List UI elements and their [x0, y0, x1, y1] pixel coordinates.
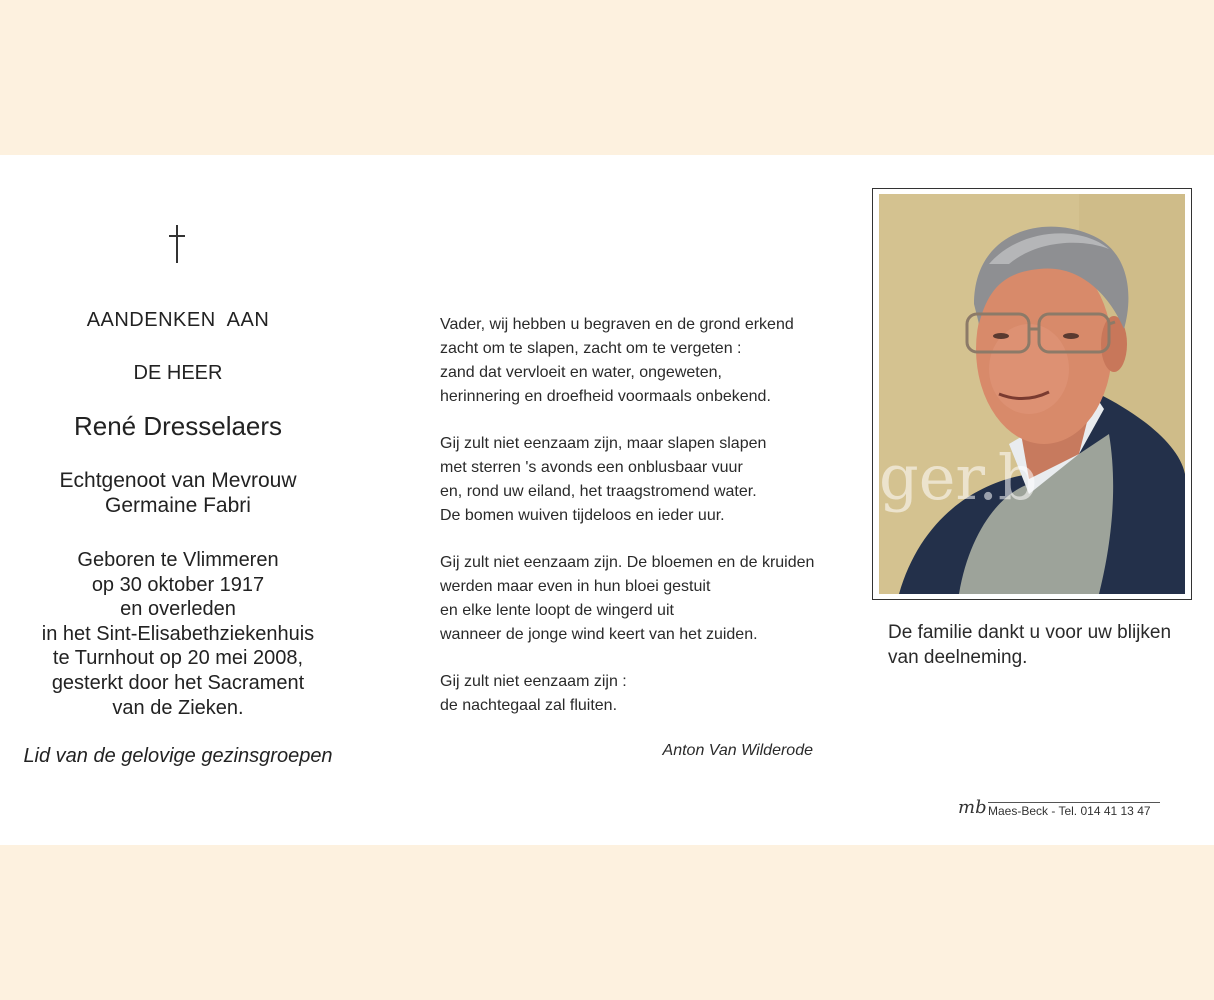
poem-line: en, rond uw eiland, het traagstromend water.: [440, 483, 757, 500]
printer-logo: mb: [958, 797, 987, 818]
spouse-line: Echtgenoot van Mevrouw: [59, 469, 297, 492]
printer-text: Maes-Beck - Tel. 014 41 13 47: [988, 804, 1151, 818]
bio-line: te Turnhout op 20 mei 2008,: [52, 647, 304, 670]
bio-line: Geboren te Vlimmeren: [77, 549, 279, 571]
spouse-name: Germaine Fabri: [105, 494, 251, 517]
biography: [0, 548, 356, 720]
poem-stanza: [440, 551, 840, 647]
poem-stanza: [440, 670, 840, 718]
bio-line: van de Zieken.: [112, 696, 244, 719]
poem-line: Gij zult niet eenzaam zijn, maar slapen slapen: [440, 435, 767, 452]
thanks-line: van deelneming.: [888, 647, 1028, 668]
poem-stanza: [440, 432, 840, 528]
poem-line: zacht om te slapen, zacht om te vergeten :: [440, 340, 742, 357]
bio-line: op 30 oktober 1917: [91, 573, 265, 596]
title-heading: DE HEER: [133, 362, 223, 384]
printer-divider: [988, 802, 1160, 803]
poem-line: Gij zult niet eenzaam zijn. De bloemen en de kruiden: [440, 554, 815, 571]
spouse-info: [0, 468, 356, 518]
poem-author: Anton Van Wilderode: [662, 742, 813, 759]
poem-line: de nachtegaal zal fluiten.: [440, 697, 618, 714]
thanks-line: De familie dankt u voor uw blijken: [888, 622, 1172, 643]
poem-line: met sterren 's avonds een onblusbaar vuur: [440, 459, 743, 476]
poem-line: zand dat vervloeit en water, ongeweten,: [440, 364, 722, 381]
poem-line: en elke lente loopt de wingerd uit: [440, 602, 674, 619]
memorial-card: [0, 155, 1214, 845]
membership-note: Lid van de gelovige gezinsgroepen: [23, 745, 333, 767]
poem-line: werden maar even in hun bloei gestuit: [440, 578, 711, 595]
bio-line: gesterkt door het Sacrament: [51, 671, 305, 694]
memorial-heading: AANDENKEN AAN: [86, 309, 270, 331]
poem-stanza: [440, 313, 840, 409]
poem-line: wanneer de jonge wind keert van het zuiden.: [440, 626, 758, 643]
bio-line: en overleden: [120, 598, 236, 621]
printer-credit: [958, 797, 1188, 823]
portrait-frame: [872, 188, 1192, 600]
poem-line: De bomen wuiven tijdeloos en ieder uur.: [440, 507, 725, 524]
portrait-illustration: [879, 194, 1185, 594]
poem-line: herinnering en droefheid voormaals onbekend.: [440, 388, 771, 405]
portrait-photo: [879, 194, 1185, 594]
bio-line: in het Sint-Elisabethziekenhuis: [41, 622, 315, 645]
cross-icon: [166, 225, 188, 267]
deceased-name: René Dresselaers: [73, 411, 283, 441]
watermark-text: ger.b: [879, 441, 1038, 514]
thanks-message: [888, 620, 1208, 670]
poem-line: Vader, wij hebben u begraven en de grond erkend: [440, 316, 794, 333]
poem-line: Gij zult niet eenzaam zijn :: [440, 673, 627, 690]
memorial-left-panel: [0, 155, 356, 845]
poem: [440, 313, 840, 741]
